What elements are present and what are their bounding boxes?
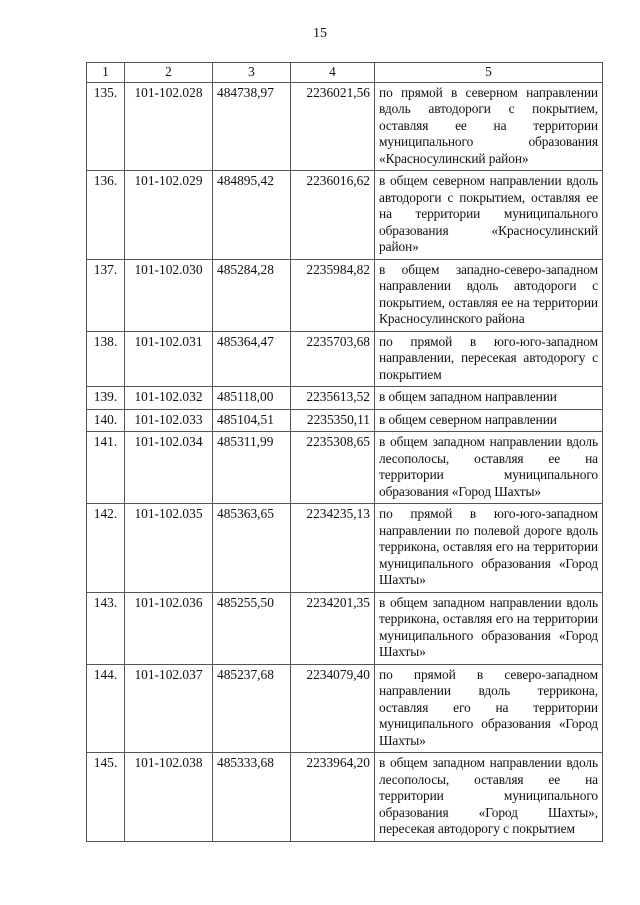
coordinate-y: 2234235,13 (291, 504, 375, 593)
boundary-description: по прямой в северо-западном направлении вдоль террикона, оставляя его на территории муниципального образования «Город Шахты» (375, 664, 603, 753)
table-header-row (87, 63, 603, 83)
coordinate-x: 485237,68 (213, 664, 291, 753)
boundary-description: в общем западном направлении вдоль лесополосы, оставляя ее на территории муниципального образования «Город Шахты» (375, 432, 603, 504)
coordinate-y: 2234079,40 (291, 664, 375, 753)
coordinate-x: 485284,28 (213, 259, 291, 331)
boundary-description: по прямой в юго-юго-западном направлении по полевой дороге вдоль террикона, оставляя его на территории муниципального образования «Город Шахты» (375, 504, 603, 593)
coordinate-y: 2235613,52 (291, 387, 375, 410)
point-code: 101-102.036 (125, 592, 213, 664)
column-header-description: 5 (375, 63, 603, 83)
column-header-x: 3 (213, 63, 291, 83)
coordinate-y: 2236021,56 (291, 82, 375, 171)
point-code: 101-102.030 (125, 259, 213, 331)
coordinate-x: 485364,47 (213, 331, 291, 387)
point-code: 101-102.038 (125, 753, 213, 842)
point-code: 101-102.031 (125, 331, 213, 387)
point-code: 101-102.037 (125, 664, 213, 753)
row-number: 137. (87, 259, 125, 331)
coordinate-x: 485118,00 (213, 387, 291, 410)
column-header-y: 4 (291, 63, 375, 83)
boundary-description: в общем северном направлении (375, 409, 603, 432)
boundary-description: в общем северном направлении вдоль автодороги с покрытием, оставляя ее на территории муниципального образования «Красносулинский район» (375, 171, 603, 260)
point-code: 101-102.033 (125, 409, 213, 432)
coordinate-x: 485333,68 (213, 753, 291, 842)
row-number: 135. (87, 82, 125, 171)
point-code: 101-102.034 (125, 432, 213, 504)
coordinate-y: 2233964,20 (291, 753, 375, 842)
point-code: 101-102.029 (125, 171, 213, 260)
table-row (87, 82, 603, 171)
point-code: 101-102.028 (125, 82, 213, 171)
row-number: 140. (87, 409, 125, 432)
row-number: 138. (87, 331, 125, 387)
coordinate-y: 2235308,65 (291, 432, 375, 504)
table-row (87, 432, 603, 504)
table-row (87, 331, 603, 387)
table-row (87, 259, 603, 331)
coordinate-y: 2235703,68 (291, 331, 375, 387)
column-header-number: 1 (87, 63, 125, 83)
coordinate-x: 485255,50 (213, 592, 291, 664)
coordinate-x: 484895,42 (213, 171, 291, 260)
column-header-point-code: 2 (125, 63, 213, 83)
row-number: 142. (87, 504, 125, 593)
coordinate-x: 485311,99 (213, 432, 291, 504)
table-row (87, 387, 603, 410)
boundary-description: в общем западно-северо-западном направлении вдоль автодороги с покрытием, оставляя ее на территории Красносулинского района (375, 259, 603, 331)
coordinate-x: 485363,65 (213, 504, 291, 593)
point-code: 101-102.035 (125, 504, 213, 593)
boundary-points-table (86, 62, 603, 842)
table-row (87, 409, 603, 432)
coordinate-y: 2235350,11 (291, 409, 375, 432)
row-number: 141. (87, 432, 125, 504)
row-number: 145. (87, 753, 125, 842)
boundary-description: в общем западном направлении (375, 387, 603, 410)
row-number: 143. (87, 592, 125, 664)
coordinate-x: 484738,97 (213, 82, 291, 171)
table-row (87, 753, 603, 842)
boundary-description: в общем западном направлении вдоль лесополосы, оставляя ее на территории муниципального образования «Город Шахты», пересекая автодорогу с покрытием (375, 753, 603, 842)
table-row (87, 171, 603, 260)
table-row (87, 592, 603, 664)
row-number: 136. (87, 171, 125, 260)
boundary-description: по прямой в северном направлении вдоль автодороги с покрытием, оставляя ее на территории муниципального образования «Красносулинский район» (375, 82, 603, 171)
boundary-description: в общем западном направлении вдоль террикона, оставляя его на территории муниципального образования «Город Шахты» (375, 592, 603, 664)
table-row (87, 664, 603, 753)
boundary-description: по прямой в юго-юго-западном направлении, пересекая автодорогу с покрытием (375, 331, 603, 387)
page-number: 15 (313, 26, 327, 41)
coordinate-y: 2235984,82 (291, 259, 375, 331)
coordinate-y: 2234201,35 (291, 592, 375, 664)
coordinate-y: 2236016,62 (291, 171, 375, 260)
row-number: 144. (87, 664, 125, 753)
row-number: 139. (87, 387, 125, 410)
table-row (87, 504, 603, 593)
point-code: 101-102.032 (125, 387, 213, 410)
coordinate-x: 485104,51 (213, 409, 291, 432)
